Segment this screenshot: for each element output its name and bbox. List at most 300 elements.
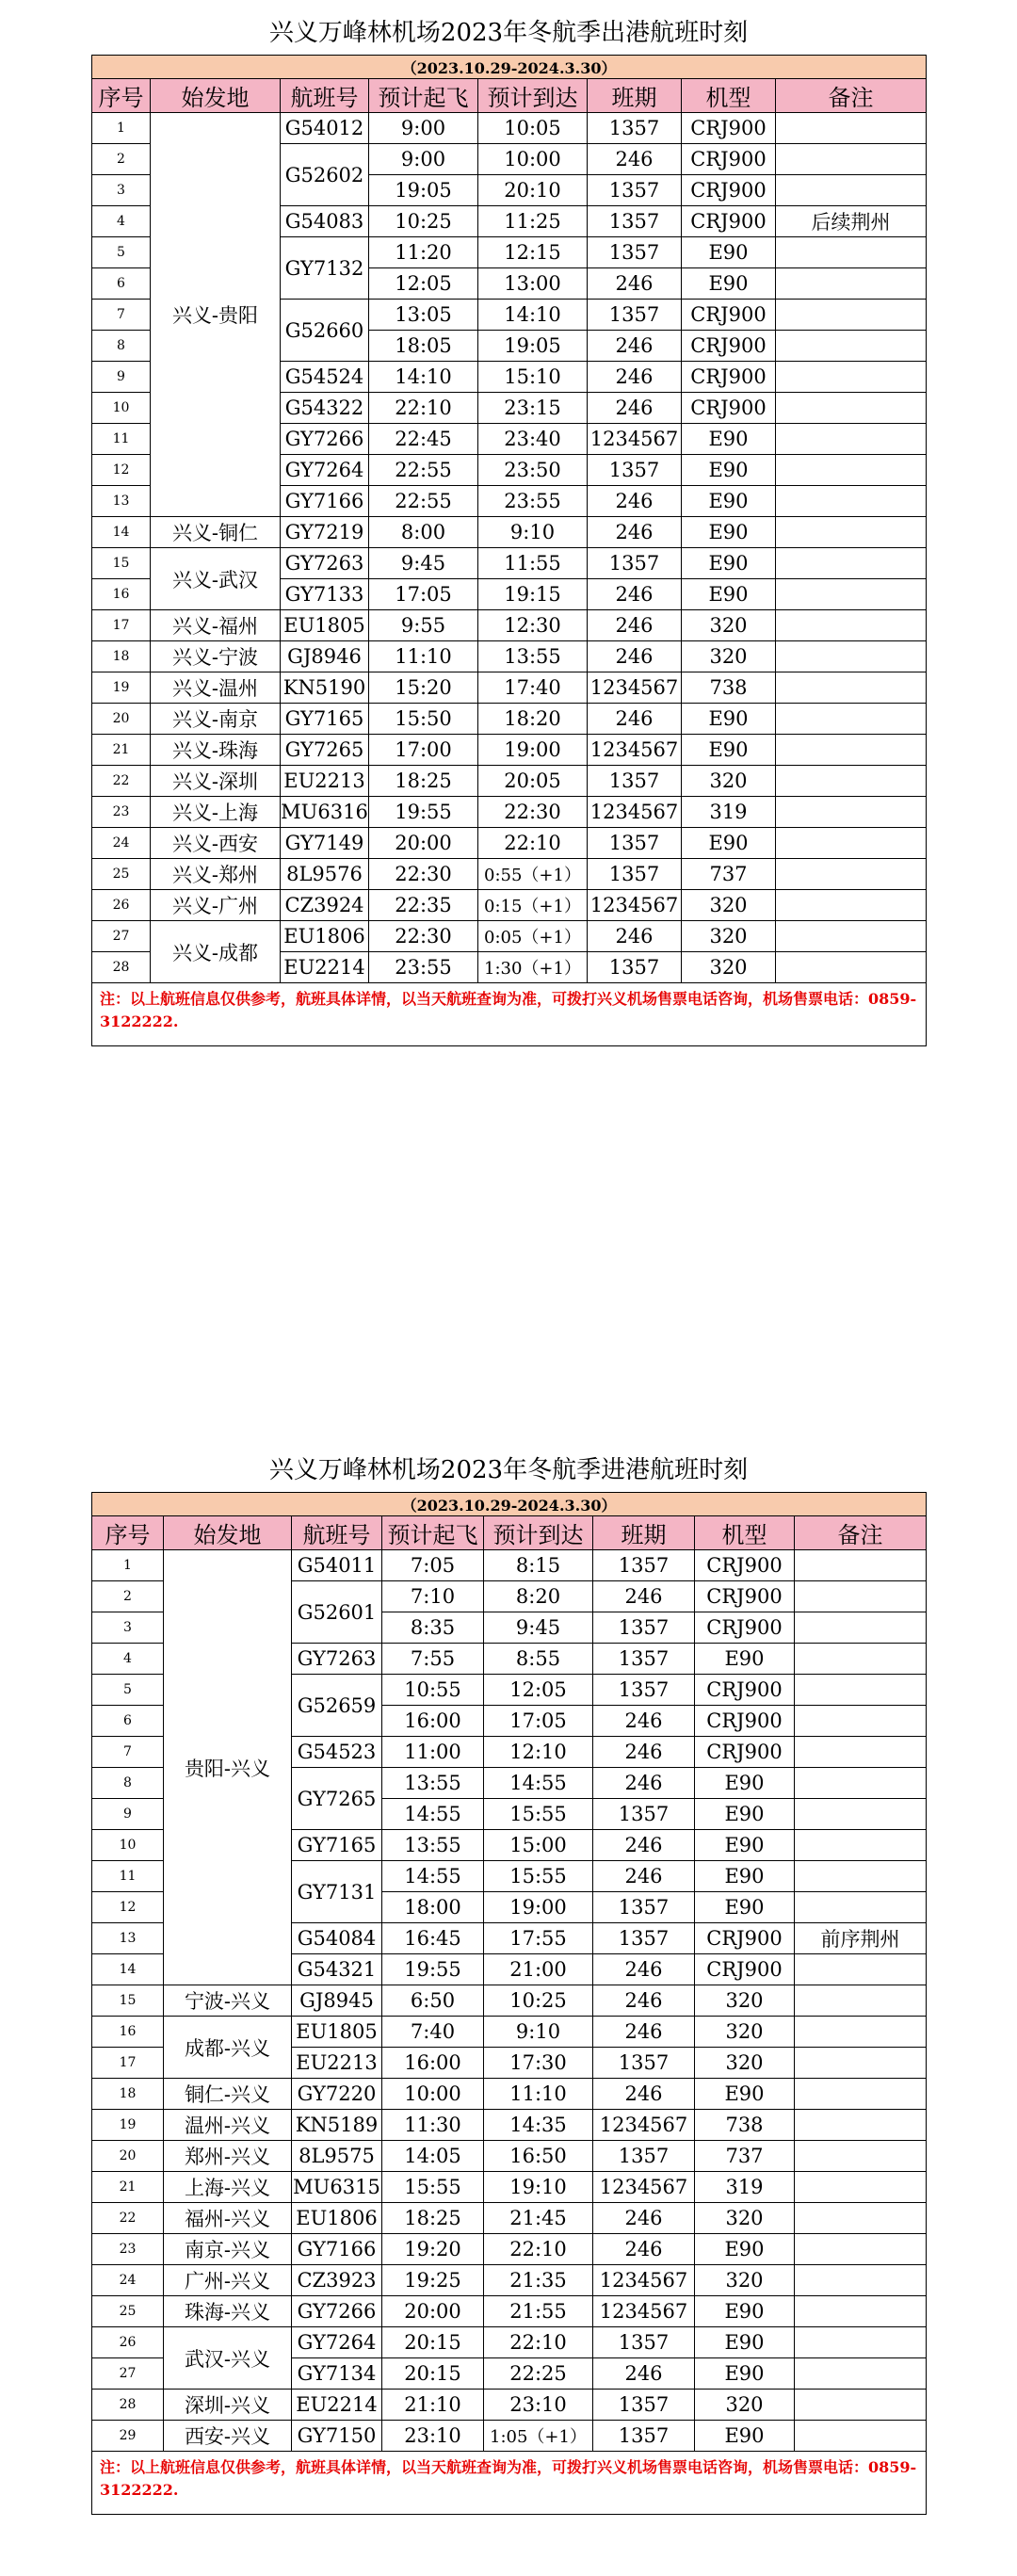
- flight-cell: GY7266: [292, 2296, 382, 2327]
- aircraft-cell: CRJ900: [695, 1954, 795, 1985]
- flight-cell: CZ3923: [292, 2265, 382, 2296]
- origin-cell: 郑州-兴义: [164, 2141, 292, 2172]
- flight-cell: G52660: [281, 300, 369, 362]
- departure-cell: 22:55: [369, 455, 478, 486]
- seq-cell: 29: [92, 2421, 164, 2452]
- remark-cell: [776, 952, 927, 983]
- days-cell: 1234567: [593, 2172, 695, 2203]
- departure-cell: 16:00: [382, 2048, 484, 2079]
- remark-cell: [776, 548, 927, 579]
- departure-cell: 7:05: [382, 1550, 484, 1581]
- departure-cell: 20:00: [369, 828, 478, 859]
- arrival-cell: 12:10: [484, 1737, 593, 1768]
- days-cell: 1234567: [588, 424, 682, 455]
- departure-cell: 13:05: [369, 300, 478, 331]
- arrival-cell: 21:45: [484, 2203, 593, 2234]
- origin-cell: 兴义-福州: [151, 610, 281, 641]
- departure-cell: 17:05: [369, 579, 478, 610]
- col-header-seq: 序号: [92, 1516, 164, 1550]
- departure-cell: 10:25: [369, 206, 478, 237]
- flight-cell: G52602: [281, 144, 369, 206]
- aircraft-cell: E90: [695, 2296, 795, 2327]
- seq-cell: 27: [92, 921, 151, 952]
- departure-cell: 22:30: [369, 921, 478, 952]
- outbound-timetable: [91, 11, 926, 1046]
- table-row: [92, 610, 927, 641]
- arrival-cell: 14:10: [478, 300, 588, 331]
- aircraft-cell: 320: [695, 2203, 795, 2234]
- departure-cell: 11:20: [369, 237, 478, 268]
- flight-cell: GY7134: [292, 2358, 382, 2390]
- origin-cell: 兴义-郑州: [151, 859, 281, 890]
- remark-cell: [795, 1675, 927, 1706]
- arrival-cell: 21:55: [484, 2296, 593, 2327]
- departure-cell: 22:45: [369, 424, 478, 455]
- remark-cell: [776, 641, 927, 672]
- seq-cell: 12: [92, 455, 151, 486]
- departure-cell: 19:25: [382, 2265, 484, 2296]
- table-row: [92, 641, 927, 672]
- aircraft-cell: 320: [682, 766, 776, 797]
- remark-cell: [776, 921, 927, 952]
- origin-cell: 兴义-温州: [151, 672, 281, 704]
- flight-cell: KN5190: [281, 672, 369, 704]
- days-cell: 1357: [588, 300, 682, 331]
- days-cell: 246: [593, 1737, 695, 1768]
- table-row: [92, 2203, 927, 2234]
- inbound-date-range: （2023.10.29-2024.3.30）: [92, 1493, 927, 1516]
- table-row: [92, 672, 927, 704]
- days-cell: 1357: [593, 1923, 695, 1954]
- col-header-remark: 备注: [795, 1516, 927, 1550]
- col-header-remark: 备注: [776, 79, 927, 113]
- col-header-origin: 始发地: [164, 1516, 292, 1550]
- arrival-cell: 14:35: [484, 2110, 593, 2141]
- seq-cell: 19: [92, 672, 151, 704]
- inbound-table: [91, 1492, 927, 2515]
- outbound-note: 注：以上航班信息仅供参考，航班具体详情，以当天航班查询为准，可拨打兴义机场售票电话咨询，机场售票电话：0859-3122222.: [92, 983, 927, 1046]
- remark-cell: [795, 2234, 927, 2265]
- days-cell: 1357: [593, 1612, 695, 1644]
- flight-cell: GY7165: [292, 1830, 382, 1861]
- days-cell: 1234567: [593, 2110, 695, 2141]
- departure-cell: 15:50: [369, 704, 478, 735]
- remark-cell: [776, 517, 927, 548]
- flight-cell: G54321: [292, 1954, 382, 1985]
- table-row: [92, 2296, 927, 2327]
- aircraft-cell: CRJ900: [695, 1737, 795, 1768]
- arrival-cell: 13:55: [478, 641, 588, 672]
- flight-cell: GY7133: [281, 579, 369, 610]
- origin-cell: 兴义-深圳: [151, 766, 281, 797]
- aircraft-cell: CRJ900: [695, 1550, 795, 1581]
- flight-cell: GY7263: [292, 1644, 382, 1675]
- departure-cell: 16:45: [382, 1923, 484, 1954]
- origin-cell: 兴义-宁波: [151, 641, 281, 672]
- remark-cell: [795, 1861, 927, 1892]
- flight-cell: GY7149: [281, 828, 369, 859]
- aircraft-cell: 320: [695, 2048, 795, 2079]
- arrival-cell: 9:10: [484, 2017, 593, 2048]
- table-row: [92, 2234, 927, 2265]
- arrival-cell: 23:50: [478, 455, 588, 486]
- seq-cell: 1: [92, 1550, 164, 1581]
- remark-cell: [795, 2017, 927, 2048]
- days-cell: 246: [593, 1830, 695, 1861]
- days-cell: 246: [588, 921, 682, 952]
- col-header-aircraft: 机型: [695, 1516, 795, 1550]
- aircraft-cell: E90: [682, 424, 776, 455]
- arrival-cell: 11:25: [478, 206, 588, 237]
- flight-cell: EU1805: [292, 2017, 382, 2048]
- flight-cell: GY7264: [281, 455, 369, 486]
- remark-cell: [795, 2172, 927, 2203]
- departure-cell: 22:35: [369, 890, 478, 921]
- remark-cell: [795, 2358, 927, 2390]
- remark-cell: [795, 2079, 927, 2110]
- arrival-cell: 21:35: [484, 2265, 593, 2296]
- days-cell: 1357: [588, 828, 682, 859]
- departure-cell: 11:00: [382, 1737, 484, 1768]
- aircraft-cell: E90: [682, 704, 776, 735]
- departure-cell: 10:55: [382, 1675, 484, 1706]
- aircraft-cell: 320: [695, 2265, 795, 2296]
- days-cell: 246: [593, 1581, 695, 1612]
- origin-cell: 兴义-南京: [151, 704, 281, 735]
- departure-cell: 13:55: [382, 1768, 484, 1799]
- days-cell: 1357: [593, 1675, 695, 1706]
- seq-cell: 4: [92, 206, 151, 237]
- remark-cell: [776, 113, 927, 144]
- remark-cell: [776, 362, 927, 393]
- origin-cell: 广州-兴义: [164, 2265, 292, 2296]
- departure-cell: 8:35: [382, 1612, 484, 1644]
- departure-cell: 8:00: [369, 517, 478, 548]
- aircraft-cell: E90: [682, 828, 776, 859]
- departure-cell: 11:10: [369, 641, 478, 672]
- days-cell: 1234567: [588, 735, 682, 766]
- departure-cell: 17:00: [369, 735, 478, 766]
- table-row: [92, 921, 927, 952]
- table-row: [92, 1985, 927, 2017]
- days-cell: 1234567: [593, 2296, 695, 2327]
- inbound-rows: [92, 1550, 927, 2452]
- seq-cell: 5: [92, 1675, 164, 1706]
- arrival-cell: 20:10: [478, 175, 588, 206]
- seq-cell: 24: [92, 828, 151, 859]
- seq-cell: 23: [92, 2234, 164, 2265]
- inbound-title: 兴义万峰林机场2023年冬航季进港航班时刻: [268, 1456, 749, 1484]
- flight-cell: KN5189: [292, 2110, 382, 2141]
- days-cell: 1357: [593, 2390, 695, 2421]
- departure-cell: 21:10: [382, 2390, 484, 2421]
- arrival-cell: 11:10: [484, 2079, 593, 2110]
- origin-cell: 兴义-珠海: [151, 735, 281, 766]
- arrival-cell: 15:55: [484, 1861, 593, 1892]
- remark-cell: [795, 1892, 927, 1923]
- seq-cell: 6: [92, 268, 151, 300]
- flight-cell: GY7166: [281, 486, 369, 517]
- flight-cell: G54083: [281, 206, 369, 237]
- days-cell: 246: [588, 517, 682, 548]
- col-header-seq: 序号: [92, 79, 151, 113]
- seq-cell: 20: [92, 2141, 164, 2172]
- aircraft-cell: E90: [695, 2358, 795, 2390]
- seq-cell: 13: [92, 1923, 164, 1954]
- remark-cell: 后续荆州: [776, 206, 927, 237]
- outbound-title: 兴义万峰林机场2023年冬航季出港航班时刻: [268, 19, 749, 47]
- arrival-cell: 19:05: [478, 331, 588, 362]
- table-row: [92, 2172, 927, 2203]
- arrival-cell: 15:55: [484, 1799, 593, 1830]
- flight-cell: MU6315: [292, 2172, 382, 2203]
- days-cell: 1357: [593, 2048, 695, 2079]
- arrival-cell: 16:50: [484, 2141, 593, 2172]
- days-cell: 246: [593, 2203, 695, 2234]
- aircraft-cell: 319: [682, 797, 776, 828]
- remark-cell: [776, 144, 927, 175]
- days-cell: 1357: [588, 766, 682, 797]
- days-cell: 246: [588, 393, 682, 424]
- arrival-cell: 1:30（+1）: [478, 952, 588, 983]
- departure-cell: 10:00: [382, 2079, 484, 2110]
- remark-cell: [776, 393, 927, 424]
- departure-cell: 20:15: [382, 2327, 484, 2358]
- col-header-days: 班期: [593, 1516, 695, 1550]
- departure-cell: 7:40: [382, 2017, 484, 2048]
- col-header-arrival: 预计到达: [484, 1516, 593, 1550]
- origin-cell: 贵阳-兴义: [164, 1550, 292, 1985]
- aircraft-cell: E90: [682, 517, 776, 548]
- table-row: [92, 704, 927, 735]
- aircraft-cell: CRJ900: [695, 1581, 795, 1612]
- flight-cell: GY7266: [281, 424, 369, 455]
- flight-cell: G54524: [281, 362, 369, 393]
- arrival-cell: 11:55: [478, 548, 588, 579]
- origin-cell: 福州-兴义: [164, 2203, 292, 2234]
- flight-cell: EU2214: [292, 2390, 382, 2421]
- remark-cell: [776, 424, 927, 455]
- arrival-cell: 17:55: [484, 1923, 593, 1954]
- remark-cell: [795, 2421, 927, 2452]
- table-row: [92, 2265, 927, 2296]
- remark-cell: 前序荆州: [795, 1923, 927, 1954]
- departure-cell: 14:55: [382, 1861, 484, 1892]
- remark-cell: [795, 2110, 927, 2141]
- remark-cell: [795, 2203, 927, 2234]
- days-cell: 1234567: [588, 890, 682, 921]
- arrival-cell: 22:10: [484, 2327, 593, 2358]
- days-cell: 1357: [588, 455, 682, 486]
- days-cell: 246: [593, 1861, 695, 1892]
- aircraft-cell: 320: [682, 952, 776, 983]
- aircraft-cell: CRJ900: [682, 300, 776, 331]
- origin-cell: 兴义-武汉: [151, 548, 281, 610]
- arrival-cell: 22:10: [484, 2234, 593, 2265]
- flight-cell: EU1806: [292, 2203, 382, 2234]
- remark-cell: [795, 1737, 927, 1768]
- aircraft-cell: E90: [695, 1892, 795, 1923]
- days-cell: 246: [588, 641, 682, 672]
- aircraft-cell: 320: [682, 921, 776, 952]
- departure-cell: 16:00: [382, 1706, 484, 1737]
- departure-cell: 14:05: [382, 2141, 484, 2172]
- arrival-cell: 0:15（+1）: [478, 890, 588, 921]
- departure-cell: 18:00: [382, 1892, 484, 1923]
- origin-cell: 兴义-广州: [151, 890, 281, 921]
- table-row: [92, 548, 927, 579]
- col-header-aircraft: 机型: [682, 79, 776, 113]
- remark-cell: [776, 268, 927, 300]
- seq-cell: 9: [92, 362, 151, 393]
- seq-cell: 11: [92, 424, 151, 455]
- seq-cell: 6: [92, 1706, 164, 1737]
- seq-cell: 26: [92, 890, 151, 921]
- departure-cell: 15:55: [382, 2172, 484, 2203]
- remark-cell: [776, 455, 927, 486]
- seq-cell: 2: [92, 144, 151, 175]
- arrival-cell: 19:15: [478, 579, 588, 610]
- aircraft-cell: 320: [695, 2017, 795, 2048]
- arrival-cell: 8:55: [484, 1644, 593, 1675]
- aircraft-cell: 320: [695, 2390, 795, 2421]
- days-cell: 246: [588, 362, 682, 393]
- col-header-flight: 航班号: [281, 79, 369, 113]
- arrival-cell: 15:00: [484, 1830, 593, 1861]
- departure-cell: 20:00: [382, 2296, 484, 2327]
- departure-cell: 18:25: [382, 2203, 484, 2234]
- remark-cell: [795, 2327, 927, 2358]
- origin-cell: 兴义-贵阳: [151, 113, 281, 517]
- seq-cell: 10: [92, 1830, 164, 1861]
- remark-cell: [776, 735, 927, 766]
- flight-cell: EU2214: [281, 952, 369, 983]
- aircraft-cell: E90: [695, 2079, 795, 2110]
- flight-cell: MU6316: [281, 797, 369, 828]
- arrival-cell: 22:25: [484, 2358, 593, 2390]
- remark-cell: [776, 672, 927, 704]
- aircraft-cell: E90: [695, 2327, 795, 2358]
- departure-cell: 18:05: [369, 331, 478, 362]
- seq-cell: 28: [92, 2390, 164, 2421]
- days-cell: 246: [593, 2079, 695, 2110]
- col-header-origin: 始发地: [151, 79, 281, 113]
- aircraft-cell: CRJ900: [682, 113, 776, 144]
- arrival-cell: 0:05（+1）: [478, 921, 588, 952]
- days-cell: 1357: [593, 1892, 695, 1923]
- arrival-cell: 9:10: [478, 517, 588, 548]
- outbound-table: [91, 55, 927, 1046]
- arrival-cell: 14:55: [484, 1768, 593, 1799]
- days-cell: 1234567: [588, 672, 682, 704]
- seq-cell: 8: [92, 1768, 164, 1799]
- seq-cell: 25: [92, 859, 151, 890]
- origin-cell: 兴义-西安: [151, 828, 281, 859]
- flight-cell: CZ3924: [281, 890, 369, 921]
- table-row: [92, 517, 927, 548]
- seq-cell: 28: [92, 952, 151, 983]
- days-cell: 1357: [593, 2327, 695, 2358]
- departure-cell: 22:55: [369, 486, 478, 517]
- departure-cell: 9:00: [369, 113, 478, 144]
- seq-cell: 26: [92, 2327, 164, 2358]
- aircraft-cell: E90: [682, 268, 776, 300]
- arrival-cell: 10:00: [478, 144, 588, 175]
- days-cell: 246: [593, 2017, 695, 2048]
- days-cell: 246: [588, 486, 682, 517]
- seq-cell: 14: [92, 517, 151, 548]
- origin-cell: 西安-兴义: [164, 2421, 292, 2452]
- aircraft-cell: E90: [695, 1799, 795, 1830]
- flight-cell: GJ8945: [292, 1985, 382, 2017]
- origin-cell: 南京-兴义: [164, 2234, 292, 2265]
- arrival-cell: 21:00: [484, 1954, 593, 1985]
- arrival-cell: 12:15: [478, 237, 588, 268]
- table-row: [92, 2141, 927, 2172]
- days-cell: 246: [593, 1954, 695, 1985]
- flight-cell: 8L9575: [292, 2141, 382, 2172]
- arrival-cell: 19:00: [478, 735, 588, 766]
- aircraft-cell: 738: [695, 2110, 795, 2141]
- remark-cell: [795, 1985, 927, 2017]
- departure-cell: 20:15: [382, 2358, 484, 2390]
- origin-cell: 武汉-兴义: [164, 2327, 292, 2390]
- remark-cell: [776, 579, 927, 610]
- departure-cell: 7:10: [382, 1581, 484, 1612]
- days-cell: 246: [588, 144, 682, 175]
- flight-cell: EU1805: [281, 610, 369, 641]
- departure-cell: 9:55: [369, 610, 478, 641]
- aircraft-cell: E90: [695, 1644, 795, 1675]
- days-cell: 1357: [593, 1550, 695, 1581]
- days-cell: 246: [588, 704, 682, 735]
- flight-cell: EU2213: [292, 2048, 382, 2079]
- aircraft-cell: 737: [695, 2141, 795, 2172]
- table-row: [92, 2017, 927, 2048]
- days-cell: 246: [593, 2358, 695, 2390]
- aircraft-cell: CRJ900: [695, 1612, 795, 1644]
- aircraft-cell: 320: [682, 641, 776, 672]
- origin-cell: 宁波-兴义: [164, 1985, 292, 2017]
- table-row: [92, 113, 927, 144]
- flight-cell: GY7132: [281, 237, 369, 300]
- days-cell: 1357: [593, 2141, 695, 2172]
- outbound-rows: [92, 113, 927, 983]
- days-cell: 1357: [593, 1799, 695, 1830]
- departure-cell: 6:50: [382, 1985, 484, 2017]
- arrival-cell: 17:40: [478, 672, 588, 704]
- aircraft-cell: E90: [682, 237, 776, 268]
- days-cell: 1357: [588, 113, 682, 144]
- days-cell: 246: [593, 2234, 695, 2265]
- flight-cell: EU2213: [281, 766, 369, 797]
- seq-cell: 1: [92, 113, 151, 144]
- remark-cell: [776, 175, 927, 206]
- departure-cell: 18:25: [369, 766, 478, 797]
- remark-cell: [776, 859, 927, 890]
- flight-cell: GY7150: [292, 2421, 382, 2452]
- table-row: [92, 859, 927, 890]
- table-row: [92, 2421, 927, 2452]
- departure-cell: 19:55: [382, 1954, 484, 1985]
- table-row: [92, 2390, 927, 2421]
- departure-cell: 11:30: [382, 2110, 484, 2141]
- days-cell: 246: [588, 268, 682, 300]
- remark-cell: [776, 331, 927, 362]
- flight-cell: G54011: [292, 1550, 382, 1581]
- days-cell: 1357: [588, 175, 682, 206]
- col-header-arrival: 预计到达: [478, 79, 588, 113]
